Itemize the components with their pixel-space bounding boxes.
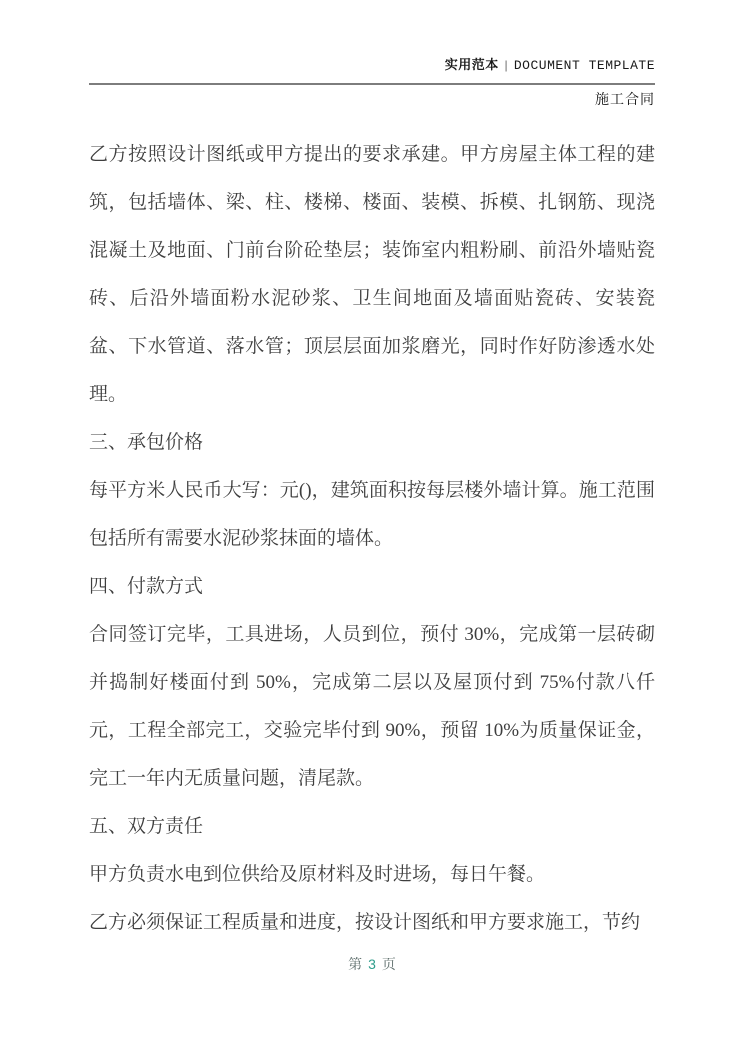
paragraph-party-b-responsibility: 乙方必须保证工程质量和进度，按设计图纸和甲方要求施工，节约 (89, 912, 641, 933)
document-title: 施工合同 (595, 93, 655, 108)
section-heading-contract-price: 三、承包价格 (89, 432, 204, 453)
header-divider-line (89, 83, 655, 85)
document-body (89, 131, 655, 947)
page-header (445, 54, 655, 73)
paragraph-payment-method: 合同签订完毕，工具进场，人员到位，预付 30%，完成第一层砖砌并捣制好楼面付到 50%，完成第二层以及屋顶付到 75%付款八仟元，工程全部完工，交验完毕付到 90%，预留 10%为质量保证金，完工一年内无质量问题，清尾款。 (89, 624, 655, 789)
section-heading-responsibilities: 五、双方责任 (89, 816, 204, 837)
paragraph-party-a-responsibility: 甲方负责水电到位供给及原材料及时进场，每日午餐。 (89, 864, 546, 885)
brand-name-en: DOCUMENT TEMPLATE (513, 58, 655, 73)
page-number: 3 (368, 956, 376, 972)
brand-name-cn: 实用范本 (444, 57, 499, 72)
page-number-prefix: 第 (348, 958, 363, 973)
page-footer (0, 954, 744, 974)
paragraph-scope-of-work: 乙方按照设计图纸或甲方提出的要求承建。甲方房屋主体工程的建筑，包括墙体、梁、柱、楼梯、楼面、装模、拆模、扎钢筋、现浇混凝土及地面、门前台阶砼垫层；装饰室内粗粉刷、前沿外墙贴瓷砖、后沿外墙面粉水泥砂浆、卫生间地面及墙面贴瓷砖、安装瓷盆、下水管道、落水管；顶层层面加浆磨光，同时作好防渗透水处理。 (89, 144, 655, 405)
paragraph-contract-price: 每平方米人民币大写：元()，建筑面积按每层楼外墙计算。施工范围包括所有需要水泥砂浆抹面的墙体。 (89, 480, 655, 549)
page-number-suffix: 页 (381, 958, 396, 973)
section-heading-payment-method: 四、付款方式 (89, 576, 204, 597)
header-separator: | (504, 57, 508, 72)
